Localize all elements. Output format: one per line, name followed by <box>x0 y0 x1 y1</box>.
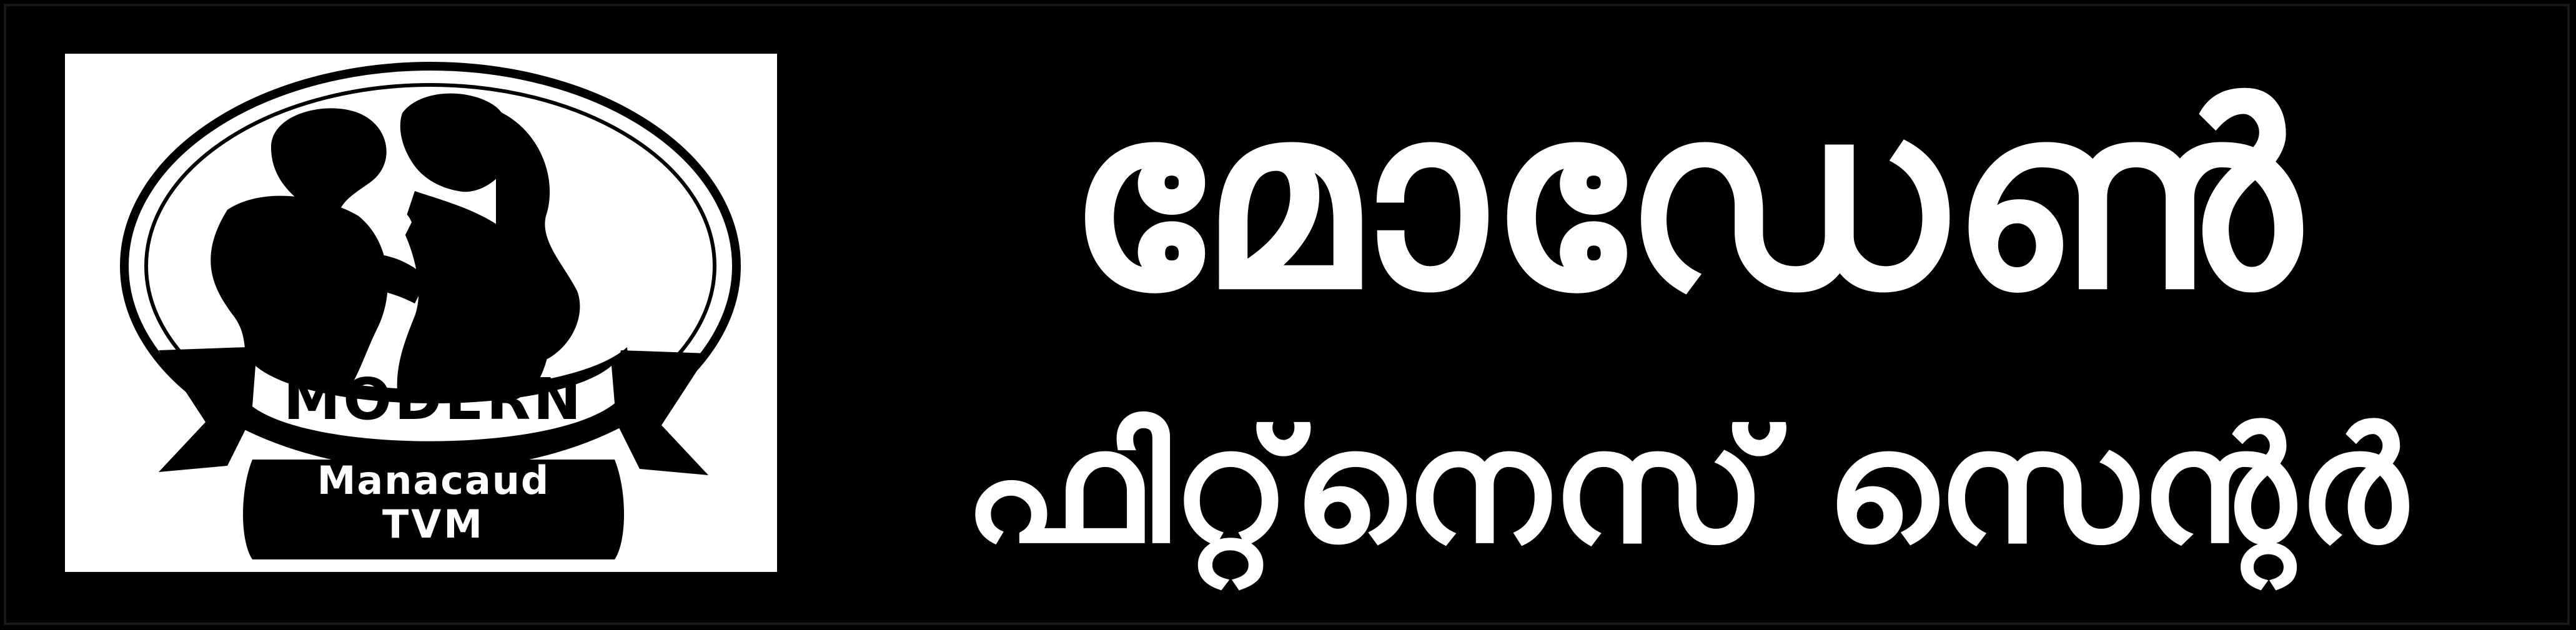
business-type-subtitle: ഫിറ്റ്‌നെസ് സെന്റർ <box>963 396 2410 578</box>
logo-emblem <box>65 54 777 572</box>
logo-panel <box>65 54 777 572</box>
business-name-title: മോഡേൺ <box>1068 54 2306 345</box>
logo-city-text: TVM <box>382 501 485 547</box>
logo-place-text: Manacaud <box>317 458 550 503</box>
logo-brand-text: MODERN <box>283 366 584 433</box>
